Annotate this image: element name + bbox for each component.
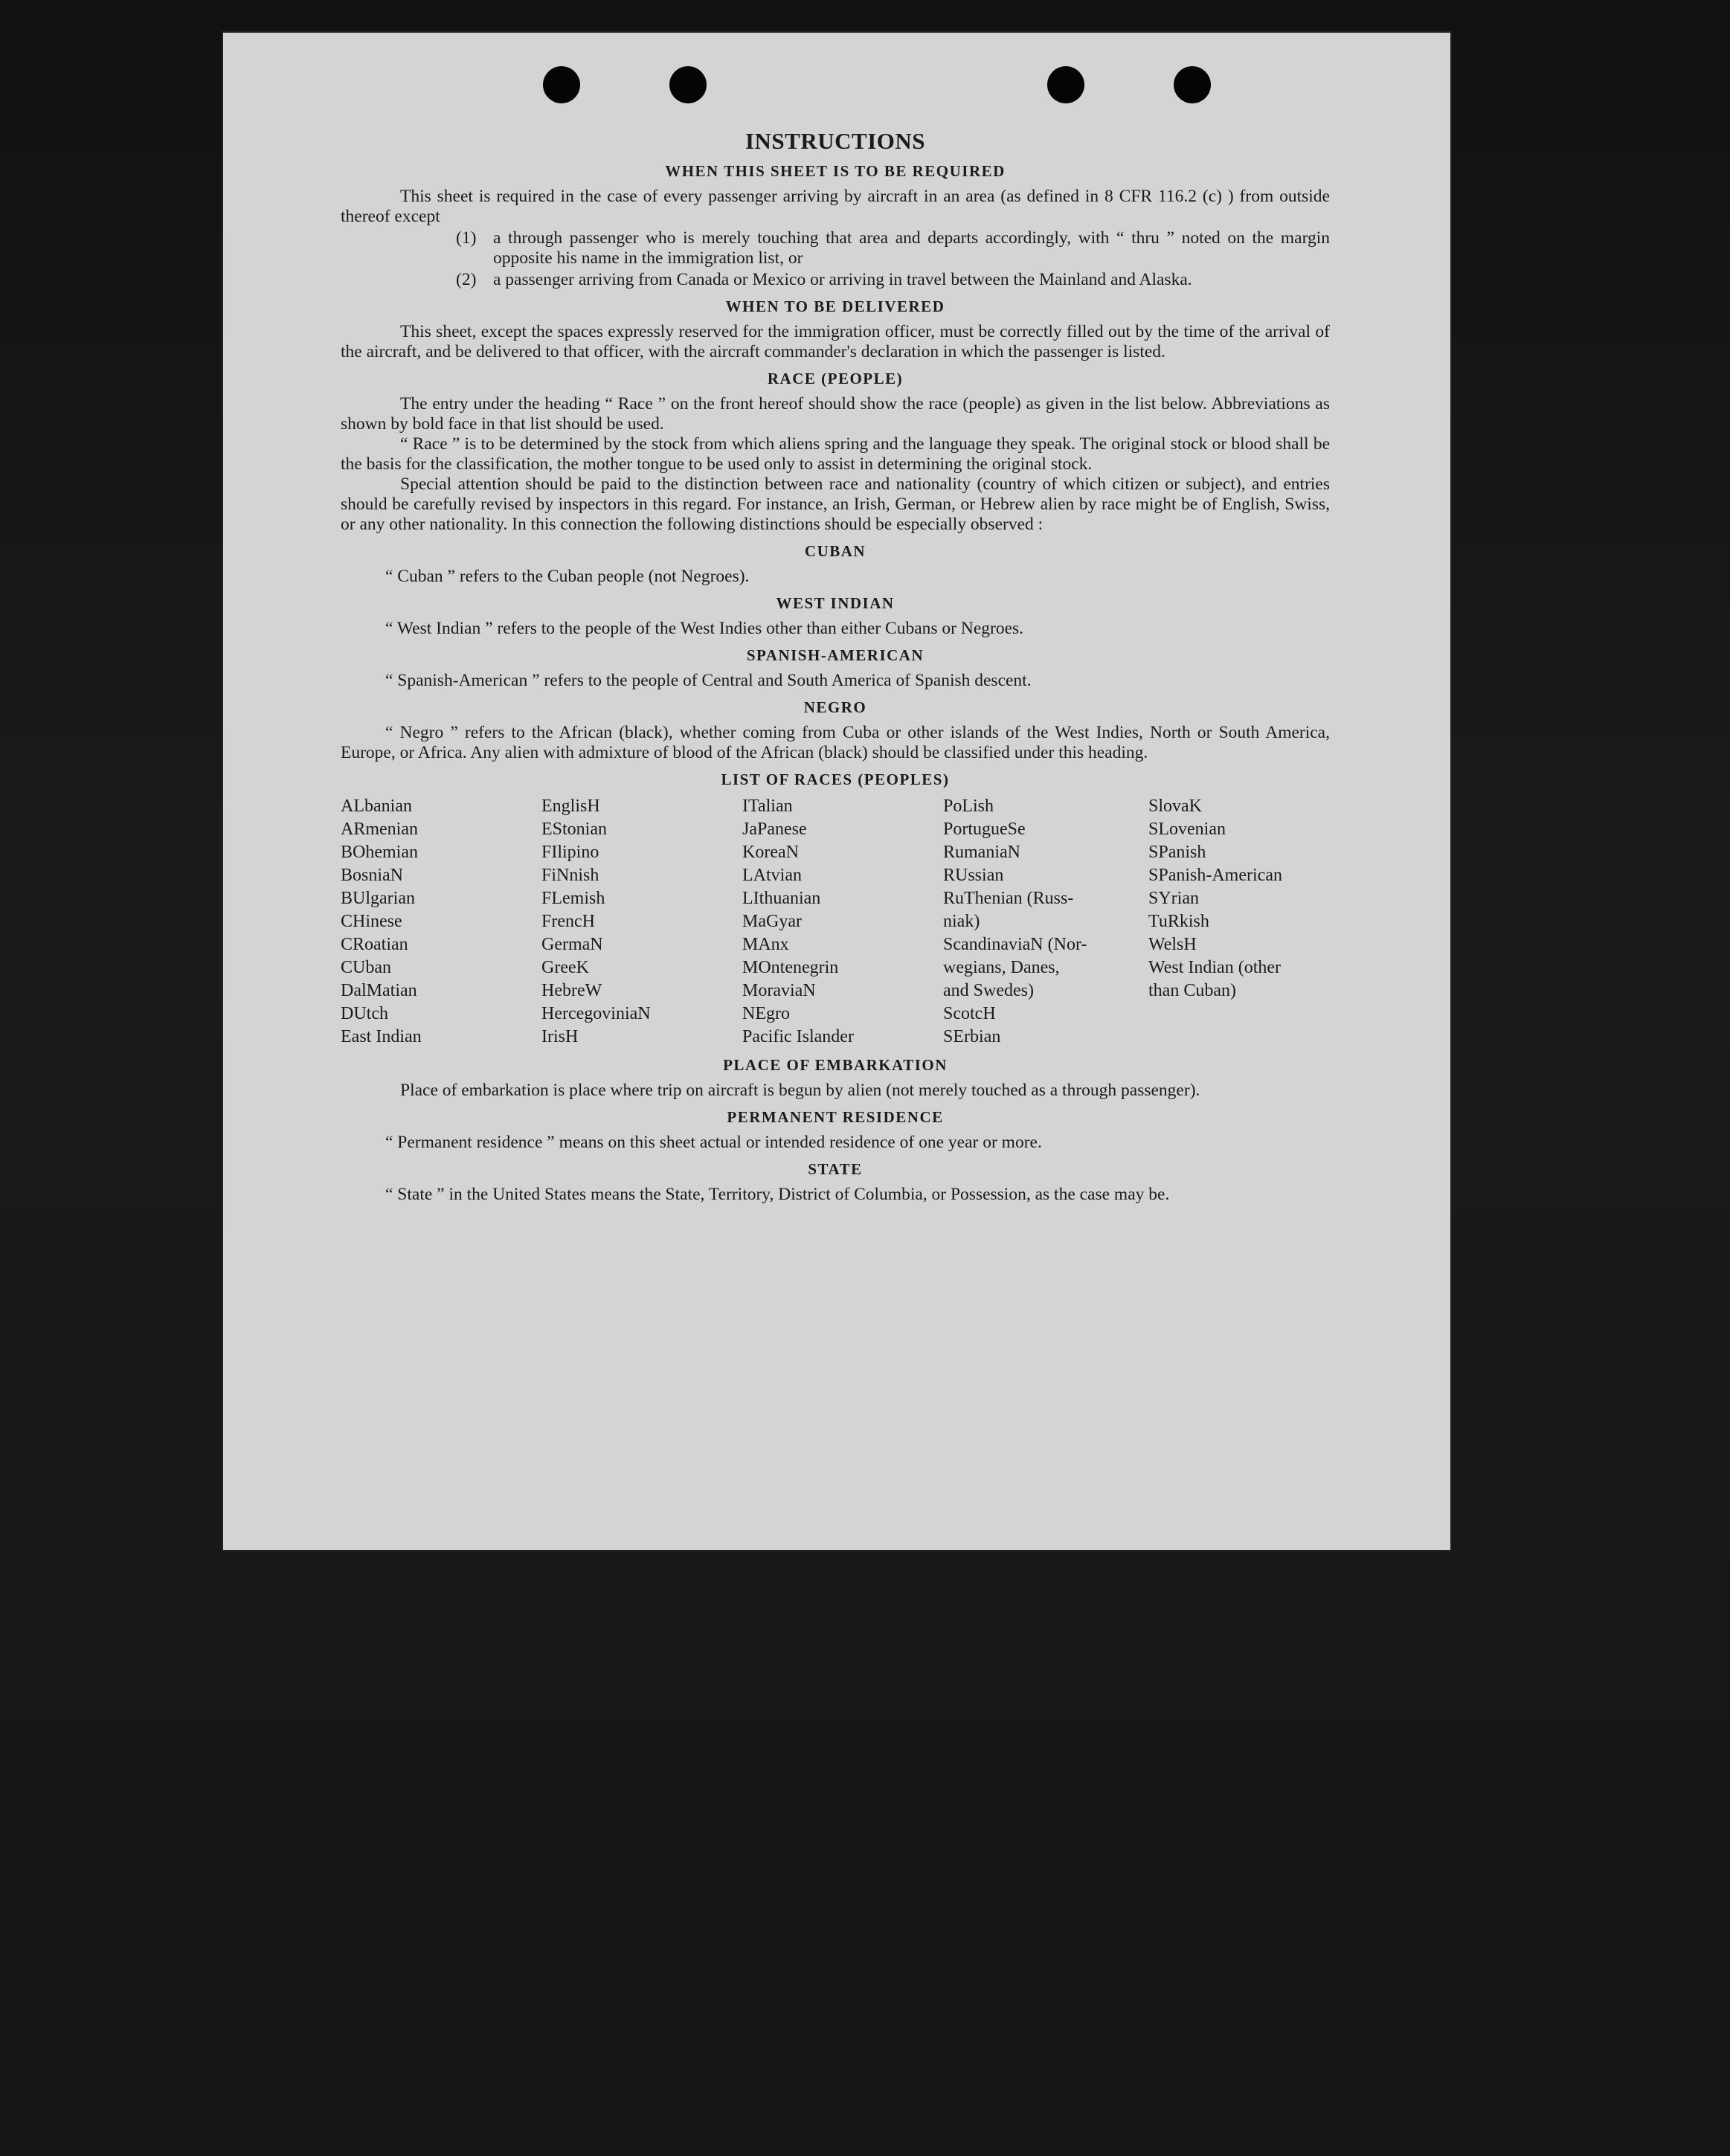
race-entry: WelsH bbox=[1148, 935, 1197, 954]
section-heading-residence: PERMANENT RESIDENCE bbox=[727, 1108, 944, 1126]
section-heading-west-indian: WEST INDIAN bbox=[776, 594, 895, 612]
section-heading-embarkation: PLACE OF EMBARKATION bbox=[723, 1056, 948, 1074]
race-entry: BOhemian bbox=[341, 843, 418, 862]
race-entry: HebreW bbox=[541, 981, 602, 1000]
race-entry: RUssian bbox=[943, 866, 1004, 885]
race-entry: West Indian (other bbox=[1148, 958, 1282, 977]
item-number: (1) bbox=[456, 228, 477, 248]
race-entry: Pacific Islander bbox=[742, 1027, 854, 1046]
race-entry: FIlipino bbox=[541, 843, 599, 862]
race-entry: JaPanese bbox=[742, 820, 807, 839]
race-entry: SErbian bbox=[943, 1027, 1001, 1046]
race-entry: FiNnish bbox=[541, 866, 599, 885]
race-entry: DalMatian bbox=[341, 981, 417, 1000]
race-entry: EStonian bbox=[541, 820, 607, 839]
race-entry: ALbanian bbox=[341, 797, 412, 816]
race-entry: and Swedes) bbox=[943, 981, 1034, 1000]
races-column bbox=[341, 795, 541, 1049]
race-paragraph-2: “ Race ” is to be determined by the stock from which aliens spring and the language they speak. The original stock or blood shall be the basis for the classification, the mother tongue to be used only to assist in determining the original stock. bbox=[341, 434, 1330, 474]
race-entry: ITalian bbox=[742, 797, 793, 816]
race-entry: PoLish bbox=[943, 797, 994, 816]
race-entry: FLemish bbox=[541, 889, 605, 908]
race-entry: ScandinaviaN (Nor- bbox=[943, 935, 1087, 954]
race-entry: CUban bbox=[341, 958, 391, 977]
punch-hole bbox=[1174, 66, 1211, 103]
cuban-text: “ Cuban ” refers to the Cuban people (not Negroes). bbox=[385, 567, 750, 586]
punch-hole bbox=[1047, 66, 1084, 103]
race-entry: DUtch bbox=[341, 1004, 388, 1023]
race-entry: SYrian bbox=[1148, 889, 1199, 908]
race-entry: GreeK bbox=[541, 958, 589, 977]
race-entry: MOntenegrin bbox=[742, 958, 839, 977]
race-entry: SLovenian bbox=[1148, 820, 1226, 839]
section-heading-races-list: LIST OF RACES (PEOPLES) bbox=[721, 770, 950, 788]
item-number: (2) bbox=[456, 270, 477, 289]
race-entry: CRoatian bbox=[341, 935, 408, 954]
punch-hole bbox=[669, 66, 707, 103]
races-column bbox=[541, 795, 742, 1049]
race-entry: CHinese bbox=[341, 912, 402, 931]
instructions-content bbox=[341, 128, 1330, 1205]
race-entry: ARmenian bbox=[341, 820, 418, 839]
race-entry: NEgro bbox=[742, 1004, 790, 1023]
race-entry: RuThenian (Russ- bbox=[943, 889, 1074, 908]
race-entry: HercegoviniaN bbox=[541, 1004, 651, 1023]
race-entry: BosniaN bbox=[341, 866, 403, 885]
required-intro: This sheet is required in the case of every passenger arriving by aircraft in an area (as defined in 8 CFR 116.2 (c) ) from outside thereof except bbox=[341, 187, 1330, 226]
punch-hole bbox=[543, 66, 580, 103]
list-item bbox=[456, 270, 1330, 290]
section-heading-delivered: WHEN TO BE DELIVERED bbox=[725, 297, 945, 315]
section-heading-race: RACE (PEOPLE) bbox=[767, 370, 904, 387]
race-entry: TuRkish bbox=[1148, 912, 1209, 931]
race-entry: RumaniaN bbox=[943, 843, 1020, 862]
races-column bbox=[742, 795, 943, 1049]
races-list bbox=[341, 795, 1330, 1049]
race-entry: ScotcH bbox=[943, 1004, 996, 1023]
negro-text: “ Negro ” refers to the African (black), whether coming from Cuba or other islands of the West Indies, North or South America, Europe, or Africa. Any alien with admixture of blood of the African (black) should be classified under this heading. bbox=[341, 723, 1330, 762]
race-entry: KoreaN bbox=[742, 843, 799, 862]
item-text: a passenger arriving from Canada or Mexico or arriving in travel between the Mainland and Alaska. bbox=[493, 270, 1192, 289]
race-entry: LAtvian bbox=[742, 866, 802, 885]
section-heading-negro: NEGRO bbox=[803, 698, 867, 716]
race-paragraph-3: Special attention should be paid to the distinction between race and nationality (country of which citizen or subject), and entries should be carefully revised by inspectors in this regard. For instance, an Irish, German, or Hebrew alien by race might be of English, Swiss, or any other nationality. In this connection the following distinctions should be especially observed : bbox=[341, 474, 1330, 534]
race-entry: SPanish bbox=[1148, 843, 1206, 862]
race-entry: than Cuban) bbox=[1148, 981, 1236, 1000]
race-entry: East Indian bbox=[341, 1027, 422, 1046]
race-entry: SPanish-American bbox=[1148, 866, 1282, 885]
race-entry: PortugueSe bbox=[943, 820, 1026, 839]
document-page bbox=[223, 33, 1450, 1550]
race-entry: SlovaK bbox=[1148, 797, 1202, 816]
state-text: “ State ” in the United States means the State, Territory, District of Columbia, or Possession, as the case may be. bbox=[385, 1185, 1170, 1204]
race-entry: MaGyar bbox=[742, 912, 802, 931]
race-entry: wegians, Danes, bbox=[943, 958, 1060, 977]
race-paragraph-1: The entry under the heading “ Race ” on the front hereof should show the race (people) as given in the list below. Abbreviations as shown by bold face in that list should be used. bbox=[341, 394, 1330, 434]
race-entry: GermaN bbox=[541, 935, 603, 954]
residence-text: “ Permanent residence ” means on this sheet actual or intended residence of one year or more. bbox=[385, 1133, 1042, 1152]
race-entry: IrisH bbox=[541, 1027, 579, 1046]
section-heading-state: STATE bbox=[808, 1160, 863, 1178]
spanish-american-text: “ Spanish-American ” refers to the people of Central and South America of Spanish descent. bbox=[385, 671, 1032, 690]
race-entry: LIthuanian bbox=[742, 889, 821, 908]
races-column bbox=[1148, 795, 1330, 1049]
delivered-text: This sheet, except the spaces expressly reserved for the immigration officer, must be correctly filled out by the time of the arrival of the aircraft, and be delivered to that officer, with the aircraft commander's declaration in which the passenger is listed. bbox=[341, 322, 1330, 361]
race-entry: MoraviaN bbox=[742, 981, 816, 1000]
page-title: INSTRUCTIONS bbox=[745, 128, 925, 154]
west-indian-text: “ West Indian ” refers to the people of the West Indies other than either Cubans or Negroes. bbox=[385, 619, 1024, 638]
race-entry: EnglisH bbox=[541, 797, 600, 816]
item-text: a through passenger who is merely touching that area and departs accordingly, with “ thru ” noted on the margin opposite his name in the immigration list, or bbox=[493, 228, 1330, 268]
list-item bbox=[456, 228, 1330, 268]
race-entry: BUlgarian bbox=[341, 889, 415, 908]
embarkation-text: Place of embarkation is place where trip on aircraft is begun by alien (not merely touched as a through passenger). bbox=[400, 1081, 1200, 1100]
race-entry: FrencH bbox=[541, 912, 595, 931]
section-heading-cuban: CUBAN bbox=[804, 542, 866, 560]
section-heading-spanish-american: SPANISH-AMERICAN bbox=[746, 646, 925, 664]
race-entry: MAnx bbox=[742, 935, 789, 954]
section-heading-required: WHEN THIS SHEET IS TO BE REQUIRED bbox=[665, 162, 1006, 180]
races-column bbox=[943, 795, 1148, 1049]
race-entry: niak) bbox=[943, 912, 980, 931]
